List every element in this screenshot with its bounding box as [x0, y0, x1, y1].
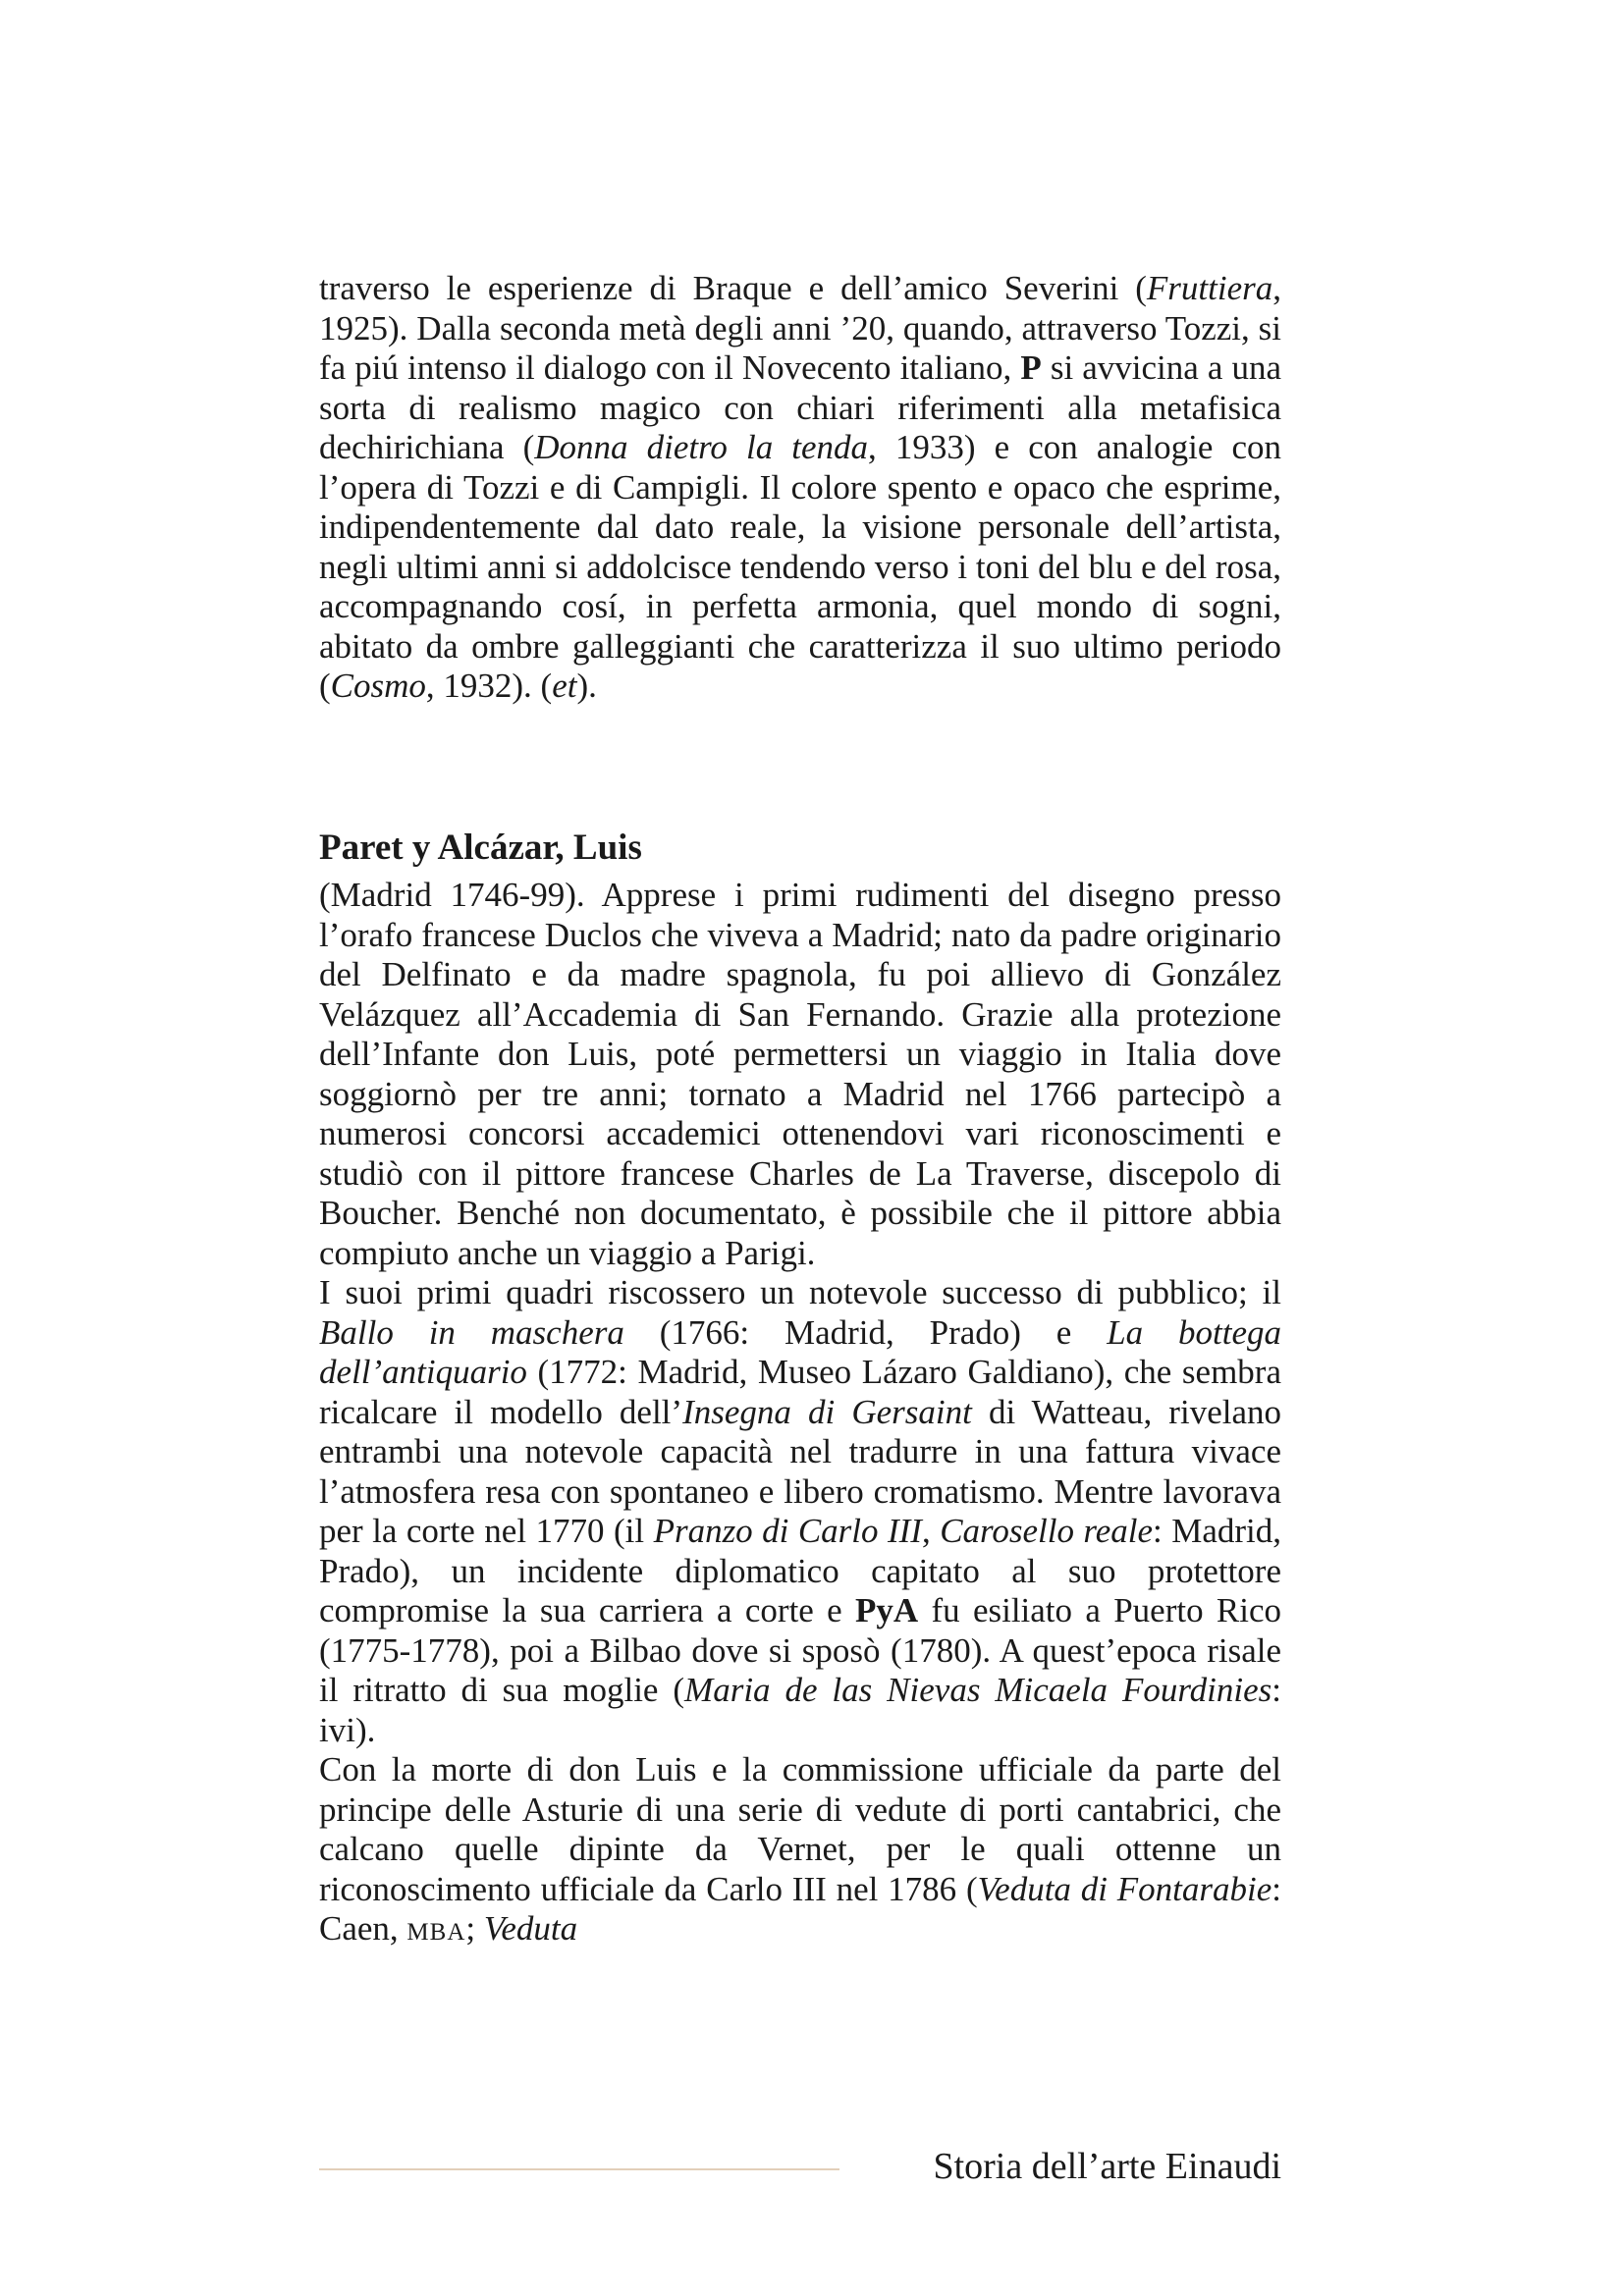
- text-run: : Caen,: [319, 1869, 1281, 1948]
- text-run: , 1933) e con analogie con l’opera di Tozzi e di Campigli. Il colore spento e opaco che esprime, indipendentemente dal dato reale, la visione personale dell’artista, negli ultimi anni si addolcisce tendendo verso i toni del blu e del rosa, accompagnando cosí, in perfetta armonia, quel mondo di sogni, abitato da ombre galleggianti che caratterizza il suo ultimo periodo (: [319, 428, 1281, 705]
- artwork-title: Maria de las Nievas Micaela Fourdinies: [684, 1671, 1272, 1709]
- artwork-title: Pranzo di Carlo III: [653, 1512, 922, 1550]
- text-run: I suoi primi quadri riscossero un notevole successo di pubblico; il: [319, 1273, 1281, 1311]
- text-run: (1772: Madrid, Museo Lázaro Galdiano), che sembra ricalcare il modello dell’: [319, 1353, 1281, 1431]
- artwork-title: Insegna di Gersaint: [682, 1392, 972, 1431]
- text-run: Con la morte di don Luis e la commissione ufficiale da parte del principe delle Asturie di una serie di vedute di porti cantabrici, che calcano quelle dipinte da Vernet, per le quali ottenne un riconoscimento ufficiale da Carlo III nel 1786 (: [319, 1750, 1281, 1908]
- artwork-title: Carosello reale: [940, 1512, 1154, 1550]
- text-run: ,: [921, 1512, 941, 1550]
- text-run: traverso le esperienze di Braque e dell’amico Severini (: [319, 269, 1147, 307]
- artwork-title: Ballo in maschera: [319, 1312, 624, 1352]
- paragraph: [319, 1273, 1281, 1750]
- text-run: si avvicina a una sorta di realismo magico con chiari riferimenti alla metafisica dechirichiana (: [319, 348, 1281, 466]
- paragraph: [319, 269, 1281, 707]
- museum-abbreviation: mba: [406, 1909, 466, 1948]
- artwork-title: La bottega dell’antiquario: [319, 1312, 1282, 1391]
- artwork-title: Fruttiera: [1146, 269, 1273, 307]
- text-run: , 1925). Dalla seconda metà degli anni ’20, quando, attraverso Tozzi, si fa piú intenso il dialogo con il Novecento italiano,: [319, 269, 1281, 387]
- artist-abbreviation: P: [1020, 348, 1042, 387]
- author-initials: et: [552, 667, 577, 705]
- paragraph: [319, 1750, 1281, 1949]
- entry-heading: Paret y Alcázar, Luis: [319, 828, 642, 868]
- text-run: ;: [465, 1909, 484, 1948]
- text-run: : Madrid, Prado), un incidente diplomatico capitato al suo protettore compromise la sua carriera a corte e: [319, 1512, 1282, 1629]
- artwork-title: Veduta di Fontarabie: [977, 1869, 1272, 1908]
- text-run: , 1932). (: [425, 667, 553, 705]
- text-run: fu esiliato a Puerto Rico (1775-1778), poi a Bilbao dove si sposò (1780). A quest’epoca risale il ritratto di sua moglie (: [319, 1591, 1281, 1709]
- text-run: di Watteau, rivelano entrambi una notevole capacità nel tradurre in una fattura vivace l’atmosfera resa con spontaneo e libero cromatismo. Mentre lavorava per la corte nel 1770 (il: [319, 1392, 1281, 1550]
- entry-body: [319, 876, 1281, 1949]
- footer-rule: [319, 2168, 839, 2170]
- text-run: (1766: Madrid, Prado) e: [623, 1312, 1108, 1352]
- paragraph: (Madrid 1746-99). Apprese i primi rudimenti del disegno presso l’orafo francese Duclos che viveva a Madrid; nato da padre originario del Delfinato e da madre spagnola, fu poi allievo di González Velázquez all’Accademia di San Fernando. Grazie alla protezione dell’Infante don Luis, poté permettersi un viaggio in Italia dove soggiornò per tre anni; tornato a Madrid nel 1766 partecipò a numerosi concorsi accademici ottenendovi vari riconoscimenti e studiò con il pittore francese Charles de La Traverse, discepolo di Boucher. Benché non documentato, è possibile che il pittore abbia compiuto anche un viaggio a Parigi.: [319, 876, 1281, 1272]
- footer-title: Storia dell’arte Einaudi: [933, 2146, 1281, 2187]
- artwork-title: Donna dietro la tenda: [534, 428, 869, 466]
- previous-entry-continuation: [319, 269, 1281, 707]
- artist-abbreviation: PyA: [855, 1591, 919, 1629]
- text-run: : ivi).: [319, 1671, 1281, 1749]
- text-run: ).: [576, 667, 597, 705]
- artwork-title: Veduta: [483, 1909, 578, 1948]
- artwork-title: Cosmo: [330, 667, 426, 705]
